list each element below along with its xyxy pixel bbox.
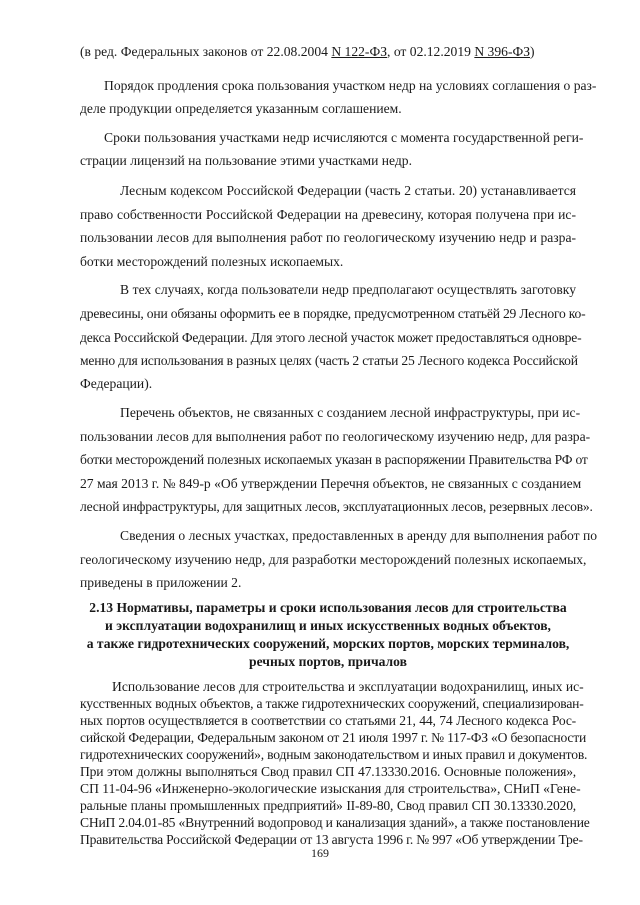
section-heading-line: речных портов, причалов xyxy=(249,654,407,669)
text-line: В тех случаях, когда пользователи недр предполагают осуществлять заготовку xyxy=(120,282,576,297)
text-line: декса Российской Федерации. Для этого лесной участок может предоставляться одновре- xyxy=(80,330,582,345)
text-line: Федерации). xyxy=(80,376,153,391)
text-line: страции лицензий на пользование этими участками недр. xyxy=(80,153,412,168)
text-line: Перечень объектов, не связанных с созданием лесной инфраструктуры, при ис- xyxy=(120,405,581,420)
text-line: Использование лесов для строительства и эксплуатации водохранилищ, иных ис- xyxy=(112,679,584,694)
text-line: СП 11-04-96 «Инженерно-экологические изыскания для строительства», СНиП «Гене- xyxy=(80,781,581,796)
text-line: пользовании лесов для выполнения работ по геологическому изучению недр и разра- xyxy=(80,230,576,245)
text-line: Правительства Российской Федерации от 13 августа 1996 г. № 997 «Об утверждении Тре- xyxy=(80,832,583,847)
text-line: деле продукции определяется указанным соглашением. xyxy=(80,101,402,116)
amendment-close: ) xyxy=(530,44,535,59)
text-line: Лесным кодексом Российской Федерации (часть 2 статьи. 20) устанавливается xyxy=(120,183,576,198)
page-number: 169 xyxy=(311,846,329,860)
law-link-122[interactable]: N 122-ФЗ xyxy=(331,44,388,59)
text-line: право собственности Российской Федерации на древесину, которая получена при ис- xyxy=(80,207,576,222)
text-line: ботки месторождений полезных ископаемых указан в распоряжении Правительства РФ от xyxy=(80,452,588,467)
section-heading-line: а также гидротехнических сооружений, морских портов, морских терминалов, xyxy=(86,636,570,651)
text-line: ральные планы промышленных предприятий» II-89-80, Свод правил СП 30.13330.2020, xyxy=(80,798,576,813)
text-line: ботки месторождений полезных ископаемых. xyxy=(80,254,344,269)
text-line: лесной инфраструктуры, для защитных лесов, эксплуатационных лесов, резервных лесов». xyxy=(80,499,593,514)
amendment-prefix: (в ред. Федеральных законов от 22.08.2004 xyxy=(80,44,332,59)
text-line: пользовании лесов для выполнения работ по геологическому изучению недр, для разра- xyxy=(80,429,591,444)
text-line: Сроки пользования участками недр исчисляются с момента государственной реги- xyxy=(104,130,584,145)
text-line: геологическому изучению недр, для разработки месторождений полезных ископаемых, xyxy=(80,552,587,567)
section-heading-line: и эксплуатации водохранилищ и иных искусственных водных объектов, xyxy=(105,618,551,633)
text-line: древесины, они обязаны оформить ее в порядке, предусмотренном статьёй 29 Лесного ко- xyxy=(80,306,586,321)
text-line: кусственных водных объектов, а также гидротехнических сооружений, специализирован- xyxy=(80,696,584,711)
text-line: 27 мая 2013 г. № 849-р «Об утверждении Перечня объектов, не связанных с созданием xyxy=(80,476,582,491)
text-line: ных портов осуществляется в соответствии со статьями 21, 44, 74 Лесного кодекса Рос- xyxy=(80,713,576,728)
section-heading-line: 2.13 Нормативы, параметры и сроки использования лесов для строительства xyxy=(89,600,567,615)
text-line: СНиП 2.04.01-85 «Внутренний водопровод и канализация зданий», а также постановление xyxy=(80,815,590,830)
text-line: Порядок продления срока пользования участком недр на условиях соглашения о раз- xyxy=(104,78,597,93)
text-line: гидротехнических сооружений», водным законодательством и иных правил и документов. xyxy=(80,747,588,762)
text-line: сийской Федерации, Федеральным законом от 21 июля 1997 г. № 117-ФЗ «О безопасности xyxy=(80,730,587,745)
amendment-mid: , от 02.12.2019 xyxy=(387,44,475,59)
text-line: приведены в приложении 2. xyxy=(80,575,242,590)
text-line: Сведения о лесных участках, предоставленных в аренду для выполнения работ по xyxy=(120,528,598,543)
text-line: При этом должны выполняться Свод правил СП 47.13330.2016. Основные положения», xyxy=(80,764,576,779)
law-link-396[interactable]: N 396-ФЗ xyxy=(474,44,531,59)
amendment-note xyxy=(80,42,576,62)
text-line: менно для использования в разных целях (часть 2 статьи 25 Лесного кодекса Российской xyxy=(80,353,578,368)
